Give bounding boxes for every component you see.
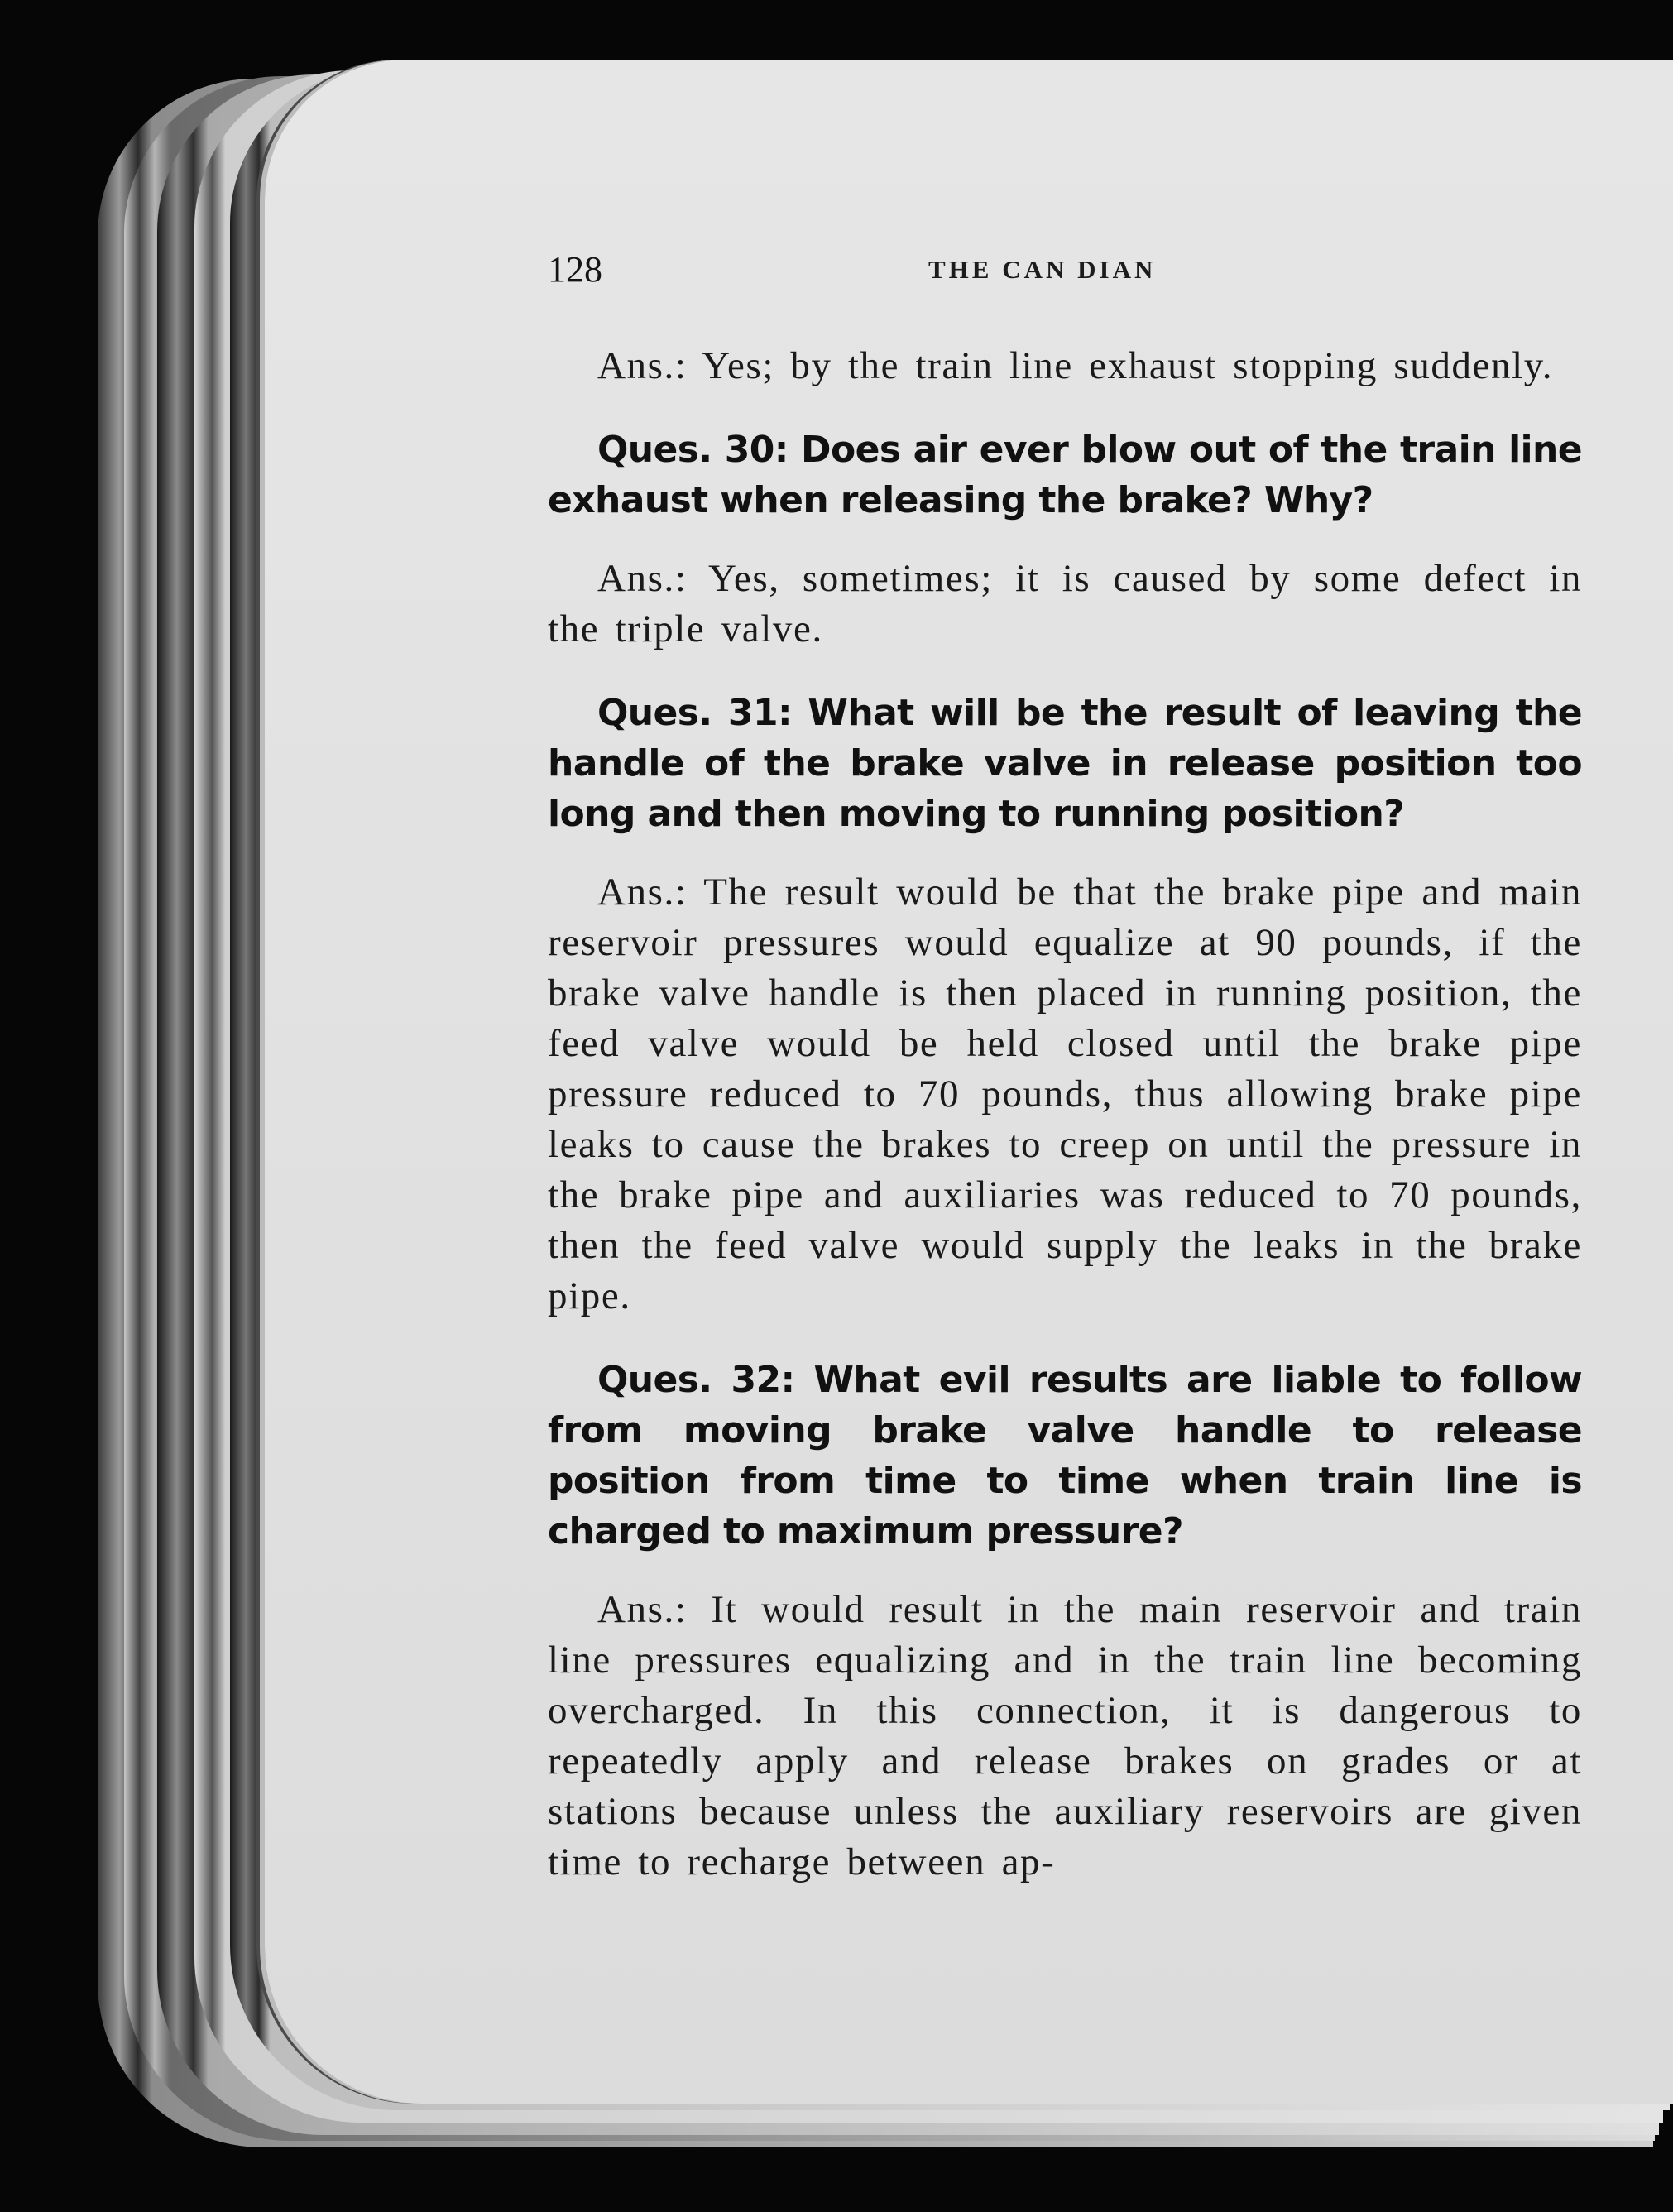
running-head (548, 248, 1582, 306)
answer-paragraph: Ans.: Yes, sometimes; it is caused by some defect in the triple valve. (548, 557, 1582, 650)
answer-paragraph: Ans.: Yes; by the train line exhaust stopping suddenly. (597, 344, 1554, 387)
answer-paragraph: Ans.: It would result in the main reservoir and train line pressures equalizing and in the train line becoming overcharged. In this connection, it is dangerous to repeatedly apply and release brakes on grades or at stations because unless the auxiliary reservoirs are given time to recharge between ap- (548, 1588, 1582, 1883)
answer-paragraph: Ans.: The result would be that the brake pipe and main reservoir pressures would equalize at 90 pounds, if the brake valve handle is then placed in running position, the feed valve would be held closed until the brake pipe pressure reduced to 70 pounds, thus allowing brake pipe leaks to cause the brakes to creep on until the pressure in the brake pipe and auxiliaries was reduced to 70 pounds, then the feed valve would supply the leaks in the brake pipe. (548, 871, 1582, 1317)
running-title: THE CAN DIAN (928, 255, 1157, 284)
question-paragraph: Ques. 30: Does air ever blow out of the train line exhaust when releasing the brake? Why? (548, 429, 1582, 521)
page-body (548, 341, 1582, 1888)
question-paragraph: Ques. 32: What evil results are liable to follow from moving brake valve handle to release position from time to time when train line is charged to maximum pressure? (548, 1359, 1582, 1552)
page-number: 128 (548, 249, 602, 290)
question-paragraph: Ques. 31: What will be the result of leaving the handle of the brake valve in release position too long and then moving to running position? (548, 692, 1582, 835)
